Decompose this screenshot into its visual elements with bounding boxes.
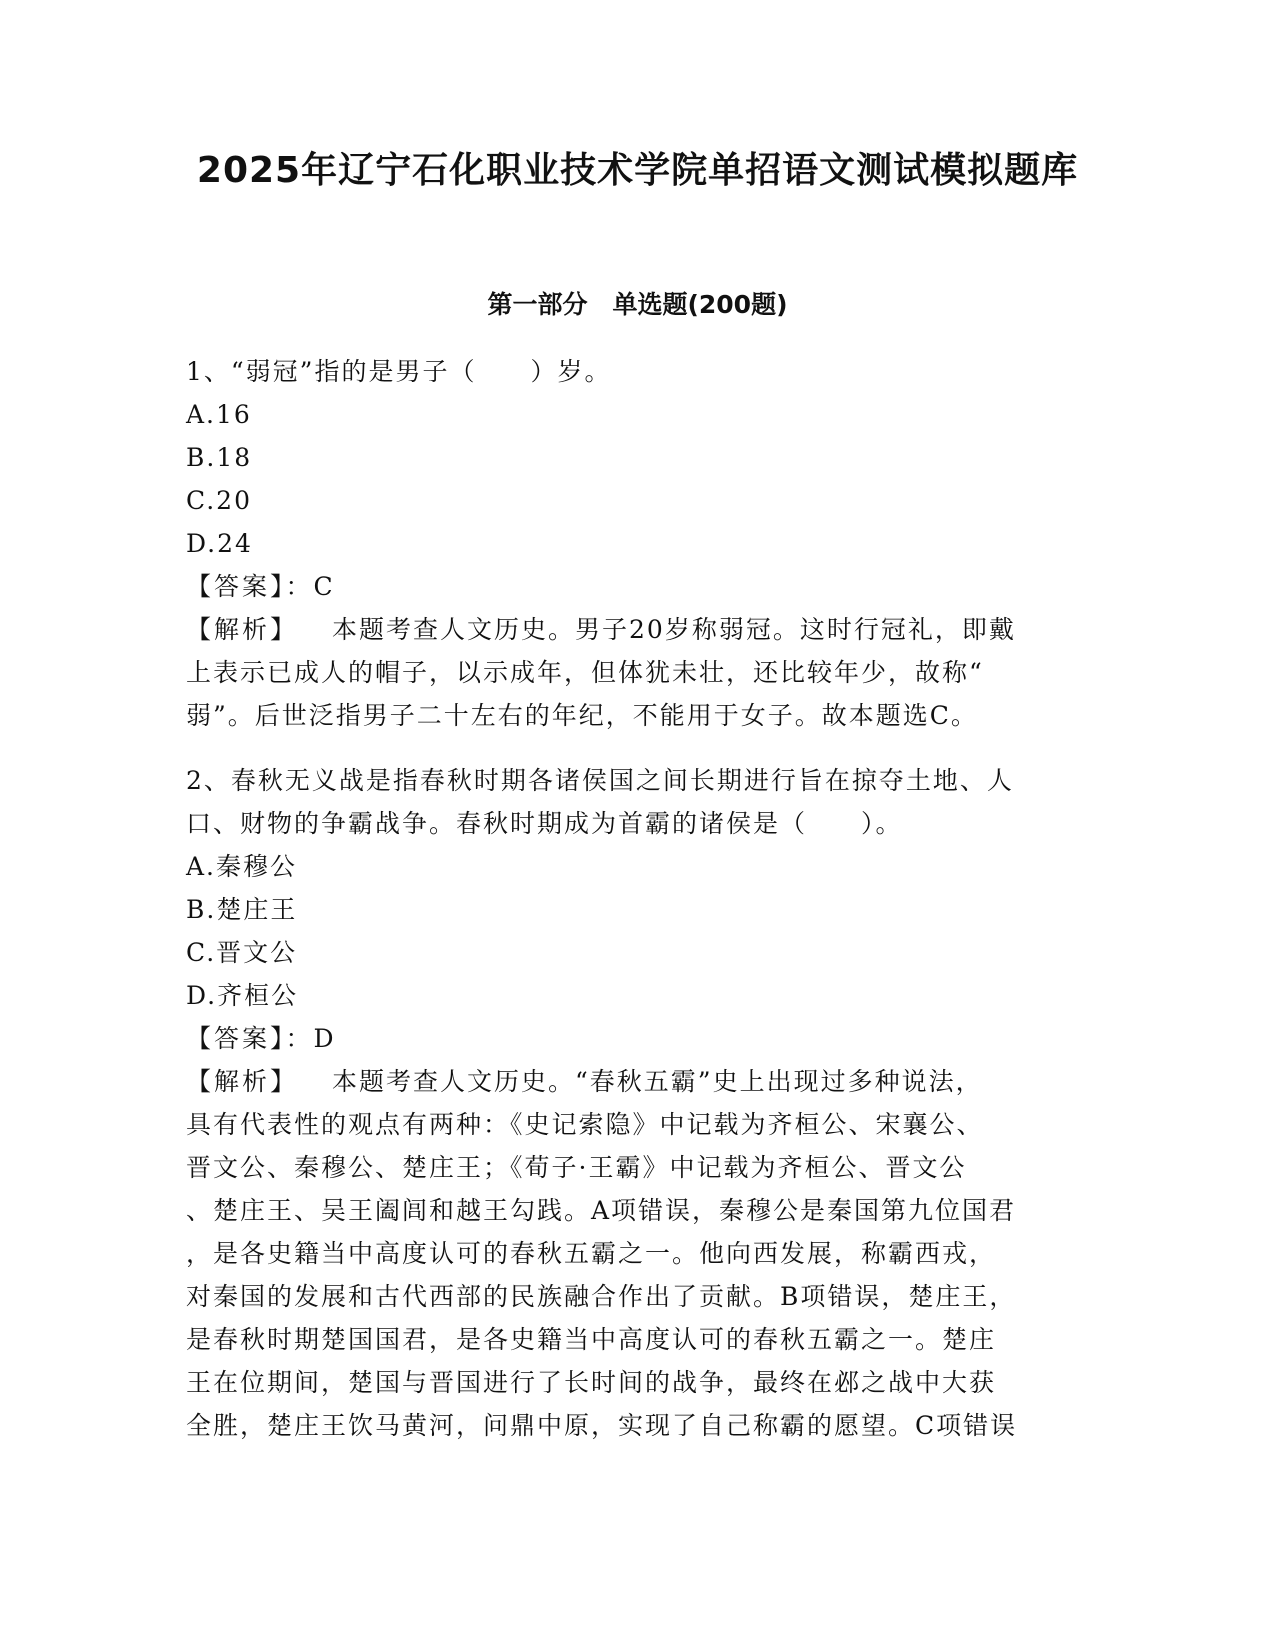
question-1-analysis-line-2: 上表示已成人的帽子，以示成年，但体犹未壮，还比较年少，故称“ (186, 658, 984, 687)
question-1-stem: 1、“弱冠”指的是男子（ ）岁。 (186, 357, 612, 386)
question-2-analysis-line-2: 具有代表性的观点有两种：《史记索隐》中记载为齐桓公、宋襄公、 (186, 1110, 984, 1139)
question-2-analysis-line-9: 全胜，楚庄王饮马黄河，问鼎中原，实现了自己称霸的愿望。C项错误 (186, 1411, 1018, 1440)
section-heading: 第一部分 单选题(200题) (487, 290, 788, 319)
question-2-option-d: D.齐桓公 (186, 981, 299, 1010)
question-2-option-b: B.楚庄王 (186, 895, 298, 924)
question-2-analysis-line-6: 对秦国的发展和古代西部的民族融合作出了贡献。B项错误，楚庄王， (186, 1282, 1017, 1311)
question-2-analysis-line-3: 晋文公、秦穆公、楚庄王；《荀子·王霸》中记载为齐桓公、晋文公 (186, 1153, 967, 1182)
answer-value: D (313, 1024, 336, 1053)
answer-value: C (313, 572, 335, 601)
question-1-option-a: A.16 (186, 400, 252, 429)
question-2 (186, 759, 1086, 1447)
question-2-stem-line-2: 口、财物的争霸战争。春秋时期成为首霸的诸侯是（ ）。 (186, 809, 903, 838)
question-1-analysis-line-3: 弱”。后世泛指男子二十左右的年纪，不能用于女子。故本题选C。 (186, 701, 978, 730)
question-1-answer (186, 565, 1086, 608)
question-1 (186, 350, 1086, 737)
analysis-label: 【解析】 (186, 615, 299, 644)
question-2-analysis-line-5: ，是各史籍当中高度认可的春秋五霸之一。他向西发展，称霸西戎， (186, 1239, 997, 1268)
question-spacer (186, 737, 1086, 759)
analysis-text: 本题考查人文历史。男子20岁称弱冠。这时行冠礼，即戴 (332, 615, 1016, 644)
analysis-text: 本题考查人文历史。“春秋五霸”史上出现过多种说法， (332, 1067, 983, 1096)
answer-label: 【答案】： (186, 1024, 314, 1053)
question-2-analysis-line-7: 是春秋时期楚国国君，是各史籍当中高度认可的春秋五霸之一。楚庄 (186, 1325, 997, 1354)
question-2-answer (186, 1017, 1086, 1060)
question-2-option-c: C.晋文公 (186, 938, 298, 967)
question-2-analysis-line-4: 、楚庄王、吴王阖闾和越王勾践。A项错误，秦穆公是秦国第九位国君 (186, 1196, 1017, 1225)
question-1-option-b: B.18 (186, 443, 253, 472)
document-body (186, 350, 1086, 1447)
question-2-analysis-line-8: 王在位期间，楚国与晋国进行了长时间的战争，最终在邲之战中大获 (186, 1368, 997, 1397)
answer-label: 【答案】： (186, 572, 314, 601)
question-2-analysis-line-1 (186, 1060, 1086, 1103)
analysis-label: 【解析】 (186, 1067, 299, 1096)
document-title: 2025年辽宁石化职业技术学院单招语文测试模拟题库 (196, 150, 1079, 191)
question-2-option-a: A.秦穆公 (186, 852, 298, 881)
question-1-analysis-line-1 (186, 608, 1086, 651)
question-2-stem-line-1: 2、春秋无义战是指春秋时期各诸侯国之间长期进行旨在掠夺土地、人 (186, 766, 1014, 795)
question-1-option-c: C.20 (186, 486, 252, 515)
question-1-option-d: D.24 (186, 529, 253, 558)
